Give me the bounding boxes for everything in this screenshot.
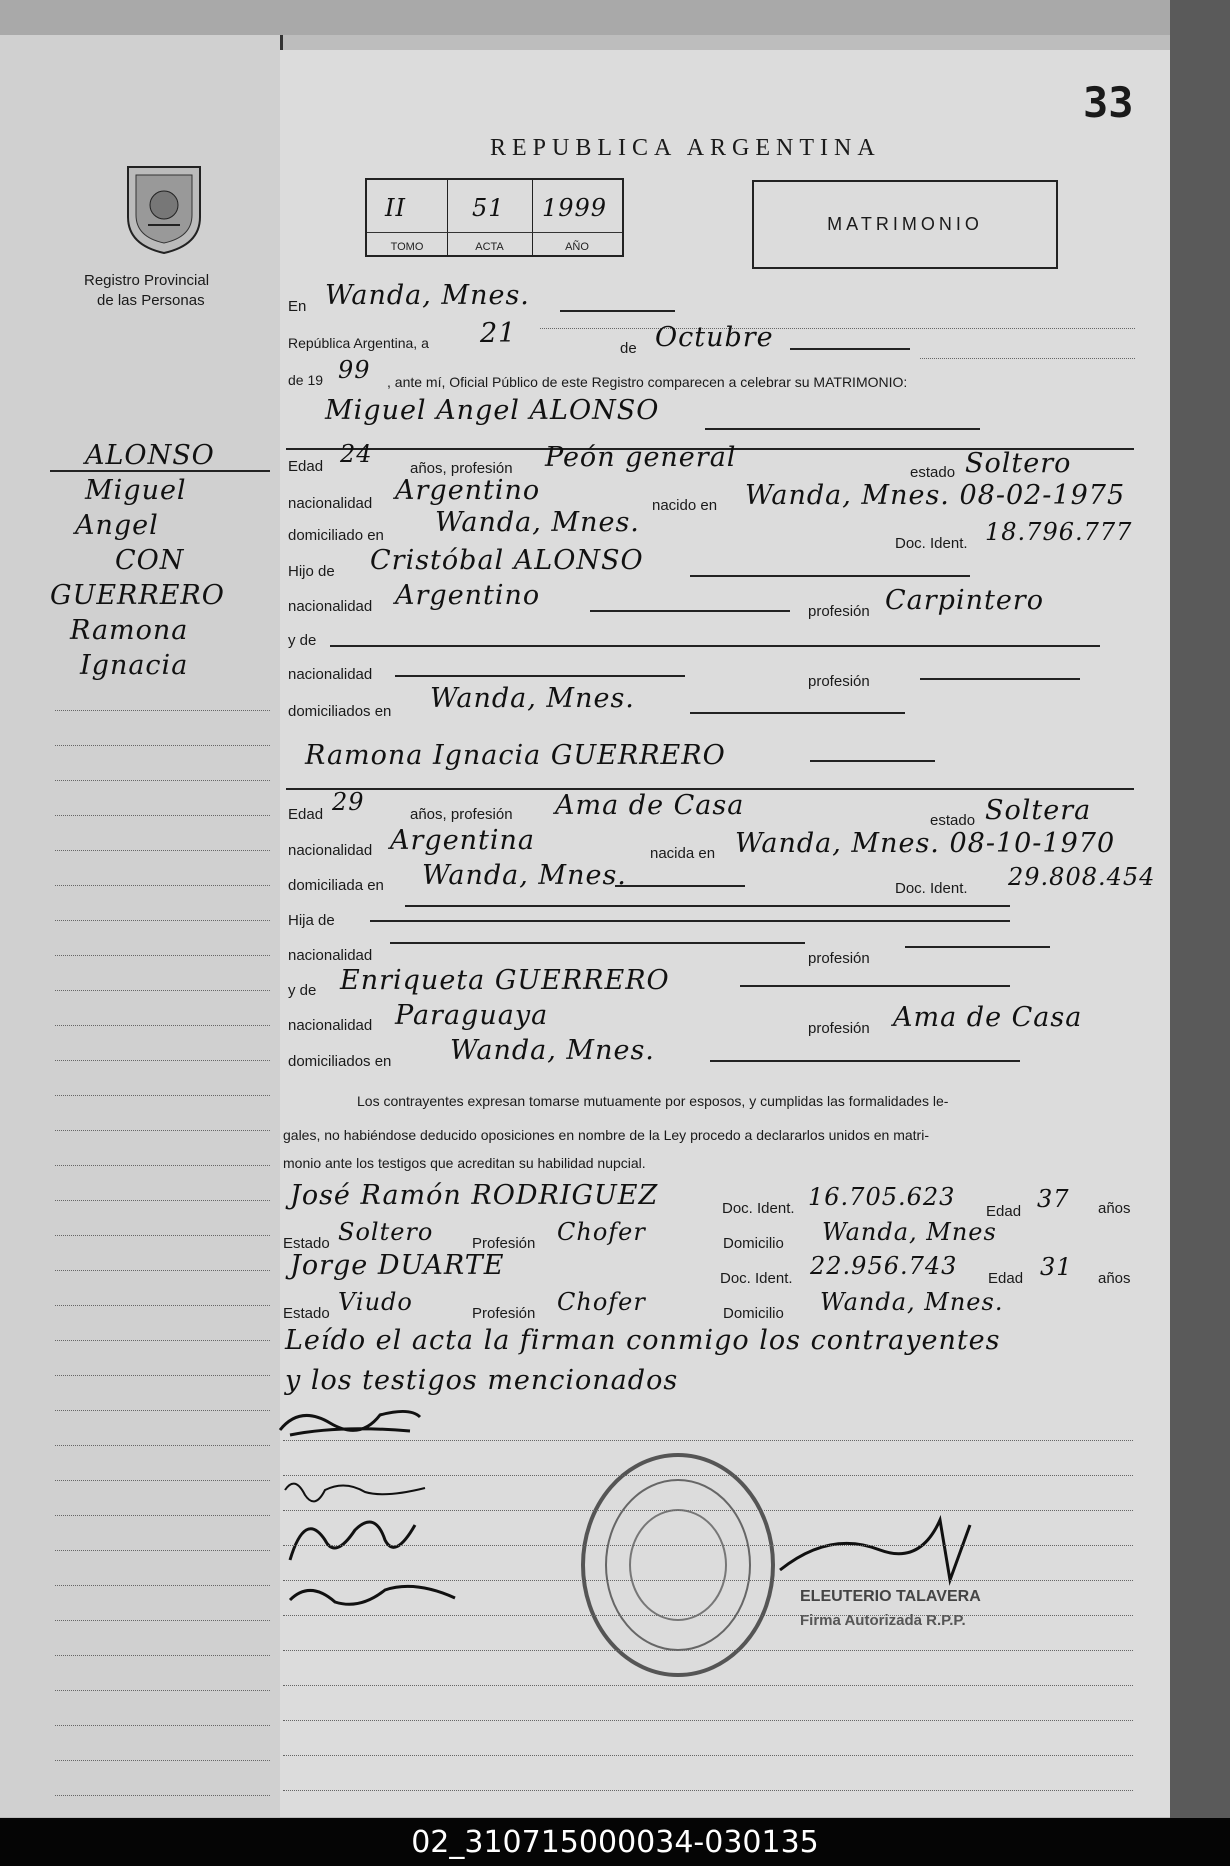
official-seal-icon [578, 1450, 778, 1680]
groom-doc-label: Doc. Ident. [895, 535, 968, 552]
groom-estado-label: estado [910, 464, 956, 481]
act-type-box [752, 180, 1058, 269]
bride-padres-dom: Wanda, Mnes. [450, 1035, 655, 1066]
witness-1-prof-label: Profesión [472, 1235, 536, 1252]
bride-hija-label: Hija de [288, 912, 335, 929]
groom-yde-label: y de [288, 632, 317, 649]
binder-edge [1170, 0, 1230, 1820]
groom-padre-prof-label: profesión [808, 603, 870, 620]
bride-profesion: Ama de Casa [555, 790, 745, 821]
groom-madre-prof-label: profesión [808, 673, 870, 690]
marriage-place: Wanda, Mnes. [325, 280, 530, 311]
witness-2-estado-label: Estado [283, 1305, 330, 1322]
bride-estado-label: estado [930, 812, 976, 829]
witness-1-edad-label: Edad [986, 1203, 1022, 1220]
provincial-emblem-icon [118, 155, 210, 255]
witness-1-edad: 37 [1037, 1185, 1070, 1213]
bride-madre-prof-label: profesión [808, 1020, 870, 1037]
groom-nacionalidad: Argentino [395, 475, 541, 506]
margin-name-2: Angel [75, 510, 159, 541]
groom-dom-label: domiciliado en [288, 527, 384, 544]
margin-name-3: Ramona [70, 615, 189, 646]
bride-madre-nac-label: nacionalidad [288, 1017, 373, 1034]
bride-padre-nac-label: nacionalidad [288, 947, 373, 964]
groom-edad-label: Edad [288, 458, 324, 475]
witness-2-name: Jorge DUARTE [290, 1250, 505, 1281]
bride-domicilio: Wanda, Mnes. [422, 860, 627, 891]
de-label: de [620, 340, 637, 357]
witness-2-profesion: Chofer [557, 1288, 646, 1316]
bride-name: Ramona Ignacia GUERRERO [305, 740, 726, 771]
groom-nacido: Wanda, Mnes. 08-02-1975 [745, 480, 1126, 511]
bride-padres-dom-label: domiciliados en [288, 1053, 392, 1070]
groom-nacido-label: nacido en [652, 497, 718, 514]
witness-1-estado-label: Estado [283, 1235, 330, 1252]
groom-estado: Soltero [965, 448, 1072, 479]
closing-line-1: Leído el acta la firman conmigo los contrayentes [285, 1325, 1001, 1356]
republica-label: República Argentina, a [288, 335, 429, 351]
act-type: MATRIMONIO [827, 214, 983, 234]
witness-1-estado: Soltero [338, 1218, 434, 1246]
bride-doc-label: Doc. Ident. [895, 880, 968, 897]
declaration-line-1: Los contrayentes expresan tomarse mutuamente por esposos, y cumplidas las formalidades le- [357, 1093, 949, 1109]
tomo-label: TOMO [390, 241, 424, 253]
groom-name: Miguel Angel ALONSO [325, 395, 660, 426]
witness-1-profesion: Chofer [557, 1218, 646, 1246]
witness-1-doc-label: Doc. Ident. [722, 1200, 795, 1217]
witness-2-prof-label: Profesión [472, 1305, 536, 1322]
bride-nacida-label: nacida en [650, 845, 716, 862]
groom-padre: Cristóbal ALONSO [370, 545, 644, 576]
groom-padres-dom-label: domiciliados en [288, 703, 392, 720]
groom-nac-label: nacionalidad [288, 495, 373, 512]
declaration-line-2: gales, no habiéndose deducido oposiciones en nombre de la Ley procedo a declararlos unidos en matri- [283, 1127, 929, 1143]
groom-padres-dom: Wanda, Mnes. [430, 683, 635, 714]
acta-label: ACTA [475, 241, 504, 253]
groom-edad: 24 [340, 440, 373, 468]
witness-1-dom-label: Domicilio [723, 1235, 784, 1252]
official-signature [770, 1510, 1010, 1590]
marriage-day: 21 [480, 318, 517, 349]
groom-profesion: Peón general [545, 442, 737, 473]
groom-padre-nac: Argentino [395, 580, 541, 611]
witness-2-edad: 31 [1040, 1253, 1073, 1281]
marriage-month: Octubre [655, 322, 774, 353]
witness-2-domicilio: Wanda, Mnes. [820, 1288, 1004, 1316]
margin-con: CON [115, 545, 185, 576]
book-edge [0, 0, 1180, 35]
witness-2-edad-label: Edad [988, 1270, 1024, 1287]
bride-madre-prof: Ama de Casa [893, 1002, 1083, 1033]
margin-underline [50, 470, 270, 472]
registry-line-2: de las Personas [97, 292, 205, 309]
country-title: REPUBLICA ARGENTINA [490, 135, 881, 161]
groom-anos-label: años, profesión [410, 460, 513, 477]
groom-doc: 18.796.777 [985, 518, 1133, 546]
witness-2-anos-label: años [1098, 1270, 1131, 1287]
bride-nacida: Wanda, Mnes. 08-10-1970 [735, 828, 1116, 859]
acta-value: 51 [472, 194, 505, 222]
bride-doc: 29.808.454 [1008, 863, 1156, 891]
tomo-acta-box [365, 178, 624, 257]
bride-yde-label: y de [288, 982, 317, 999]
margin-name-1: Miguel [85, 475, 187, 506]
declaration-line-3: monio ante los testigos que acreditan su habilidad nupcial. [283, 1155, 646, 1171]
page-number: 33 [1083, 78, 1134, 127]
ano-label: AÑO [565, 241, 589, 253]
margin-surname: ALONSO [85, 440, 215, 471]
image-id-footer: 02_310715000034-030135 [0, 1818, 1230, 1866]
tomo-value: II [385, 194, 406, 222]
ano-value: 1999 [542, 194, 608, 222]
bride-nacionalidad: Argentina [390, 825, 536, 856]
groom-madre-nac-label: nacionalidad [288, 666, 373, 683]
bride-nac-label: nacionalidad [288, 842, 373, 859]
witness-2-doc-label: Doc. Ident. [720, 1270, 793, 1287]
bride-anos-label: años, profesión [410, 806, 513, 823]
registry-line-1: Registro Provincial [84, 272, 210, 289]
bride-madre: Enriqueta GUERRERO [340, 965, 670, 996]
closing-line-2: y los testigos mencionados [285, 1365, 679, 1396]
margin-surname-2: GUERRERO [50, 580, 225, 611]
groom-padre-prof: Carpintero [885, 585, 1044, 616]
bride-estado: Soltera [985, 795, 1092, 826]
groom-padre-nac-label: nacionalidad [288, 598, 373, 615]
witness-2-dom-label: Domicilio [723, 1305, 784, 1322]
witness-1-name: José Ramón RODRIGUEZ [290, 1180, 659, 1211]
bride-padre-prof-label: profesión [808, 950, 870, 967]
bride-madre-nac: Paraguaya [395, 1000, 549, 1031]
bride-edad-label: Edad [288, 806, 324, 823]
witness-2-doc: 22.956.743 [810, 1252, 958, 1280]
official-name: ELEUTERIO TALAVERA [800, 1588, 981, 1605]
contrayente-signature [270, 1395, 430, 1445]
intro-sentence: , ante mí, Oficial Público de este Registro comparecen a celebrar su MATRIMONIO: [387, 374, 908, 390]
year-label: de 19 [288, 372, 324, 388]
witness-2-estado: Viudo [338, 1288, 413, 1316]
witness-1-doc: 16.705.623 [808, 1183, 956, 1211]
groom-hijo-label: Hijo de [288, 563, 335, 580]
witness-1-domicilio: Wanda, Mnes [822, 1218, 997, 1246]
bride-dom-label: domiciliada en [288, 877, 384, 894]
bride-edad: 29 [332, 788, 365, 816]
en-label: En [288, 298, 307, 315]
marriage-year: 99 [338, 356, 371, 384]
groom-domicilio: Wanda, Mnes. [435, 507, 640, 538]
official-title: Firma Autorizada R.P.P. [800, 1612, 966, 1629]
witness-1-anos-label: años [1098, 1200, 1131, 1217]
margin-name-4: Ignacia [80, 650, 189, 681]
